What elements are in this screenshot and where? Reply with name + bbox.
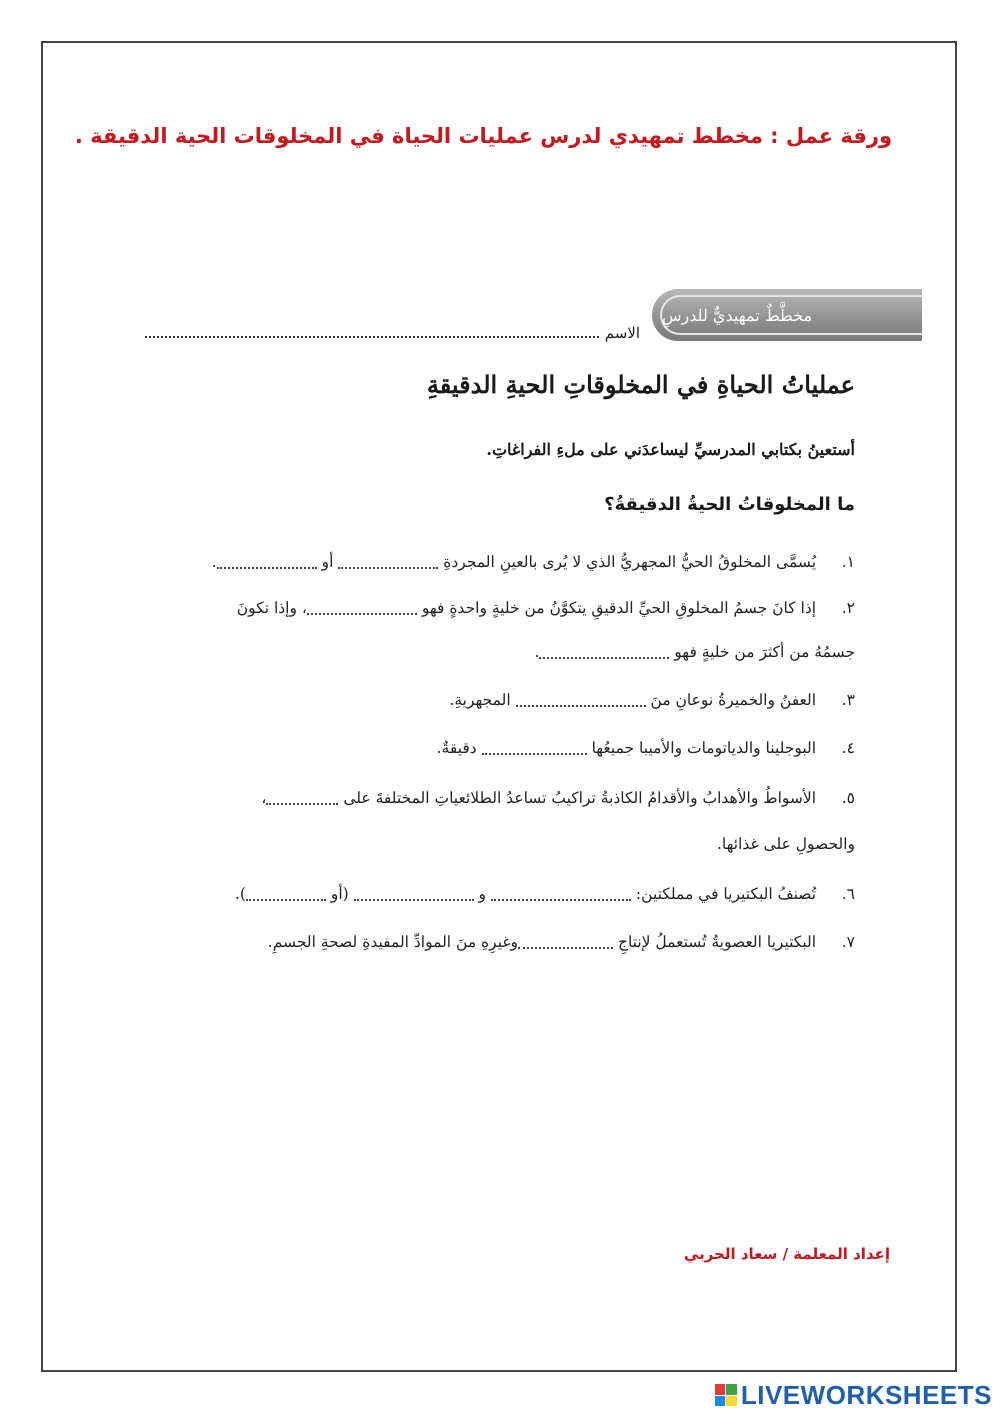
brand-logo xyxy=(715,1378,992,1412)
answer-blank-6b[interactable] xyxy=(354,889,474,901)
question-text: جسمُهُ من أكثرَ من خليةٍ فهو xyxy=(674,643,855,661)
question-text: أو xyxy=(321,553,334,571)
lesson-heading: عملياتُ الحياةِ في المخلوقاتِ الحيةِ الدقيقةِ xyxy=(426,370,855,399)
question-number: ٧. xyxy=(841,933,855,951)
question-5 xyxy=(165,778,855,818)
question-text: والحصولِ على غذائها. xyxy=(716,835,855,853)
question-text: المجهريةِ. xyxy=(449,691,511,709)
question-text: العفنُ والخميرةُ نوعانِ منَ xyxy=(650,691,817,709)
section-heading: ما المخلوقاتُ الحيةُ الدقيقةُ؟ xyxy=(604,494,855,515)
name-row xyxy=(145,318,640,342)
question-text: . xyxy=(211,553,217,571)
question-2-line-2 xyxy=(165,632,855,672)
answer-blank-4[interactable] xyxy=(482,743,587,755)
brand-name: LIVEWORKSHEETS xyxy=(740,1379,992,1410)
question-2 xyxy=(165,588,855,628)
question-number: ١. xyxy=(841,553,855,571)
question-text: دقيقةٌ. xyxy=(436,739,477,757)
answer-blank-1a[interactable] xyxy=(338,557,438,569)
instruction-text: أستعينُ بكتابي المدرسيِّ ليساعدَني على ملءِ الفراغاتِ. xyxy=(486,440,855,459)
question-text: . xyxy=(534,643,540,661)
question-4 xyxy=(165,728,855,768)
question-number: ٤. xyxy=(841,739,855,757)
answer-blank-6a[interactable] xyxy=(491,889,631,901)
question-text: البكتيريا العصويةُ تُستعملُ لإنتاجِ xyxy=(617,933,817,951)
name-input[interactable] xyxy=(145,336,599,338)
question-text: تُصنفُ البكتيريا في مملكتين: xyxy=(635,885,817,903)
answer-blank-3[interactable] xyxy=(516,695,646,707)
question-number: ٥. xyxy=(841,789,855,807)
answer-blank-2a[interactable] xyxy=(307,603,417,615)
question-text: البوجلينا والدياتومات والأميبا جميعُها xyxy=(591,739,817,757)
name-label: الاسم xyxy=(604,324,640,342)
banner-label: مخطَّطٌ تمهيديٌّ للدرسِ xyxy=(660,295,922,335)
question-text: ، وإذا تكونَ xyxy=(236,599,307,617)
question-text: وغيرِهِ منَ الموادِّ المفيدةِ لصحةِ الجسمِ. xyxy=(267,933,518,951)
worksheet-title: ورقة عمل : مخطط تمهيدي لدرس عمليات الحياة في المخلوقات الحية الدقيقة . xyxy=(74,124,892,148)
question-number: ٦. xyxy=(841,885,855,903)
answer-blank-5[interactable] xyxy=(266,793,338,805)
question-text: (أو xyxy=(330,885,349,903)
question-5-line-2 xyxy=(165,824,855,864)
answer-blank-6c[interactable] xyxy=(246,889,326,901)
answer-blank-7[interactable] xyxy=(518,937,613,949)
question-text: الأسواطُ والأهدابُ والأقدامُ الكاذبةُ تراكيبُ تساعدُ الطلائعياتِ المختلفةَ على xyxy=(343,789,817,807)
question-text: يُسمَّى المخلوقُ الحيُّ المجهريُّ الذي لا يُرى بالعينِ المجردةِ xyxy=(443,553,817,571)
lesson-banner xyxy=(652,289,922,341)
question-3 xyxy=(165,680,855,720)
question-text: ، xyxy=(261,789,267,807)
question-number: ٢. xyxy=(841,599,855,617)
answer-blank-1b[interactable] xyxy=(217,557,317,569)
author-credit: إعداد المعلمة / سعاد الحربي xyxy=(683,1245,890,1263)
question-6 xyxy=(165,874,855,914)
question-1 xyxy=(165,542,855,582)
brand-icon xyxy=(715,1384,737,1406)
answer-blank-2b[interactable] xyxy=(539,647,669,659)
question-text: و xyxy=(478,885,487,903)
question-7 xyxy=(165,922,855,962)
question-text: إذا كانَ جسمُ المخلوقِ الحيِّ الدقيقِ يتكوَّنُ من خليةٍ واحدةٍ فهو xyxy=(421,599,817,617)
question-number: ٣. xyxy=(841,691,855,709)
question-text: ). xyxy=(234,885,246,903)
